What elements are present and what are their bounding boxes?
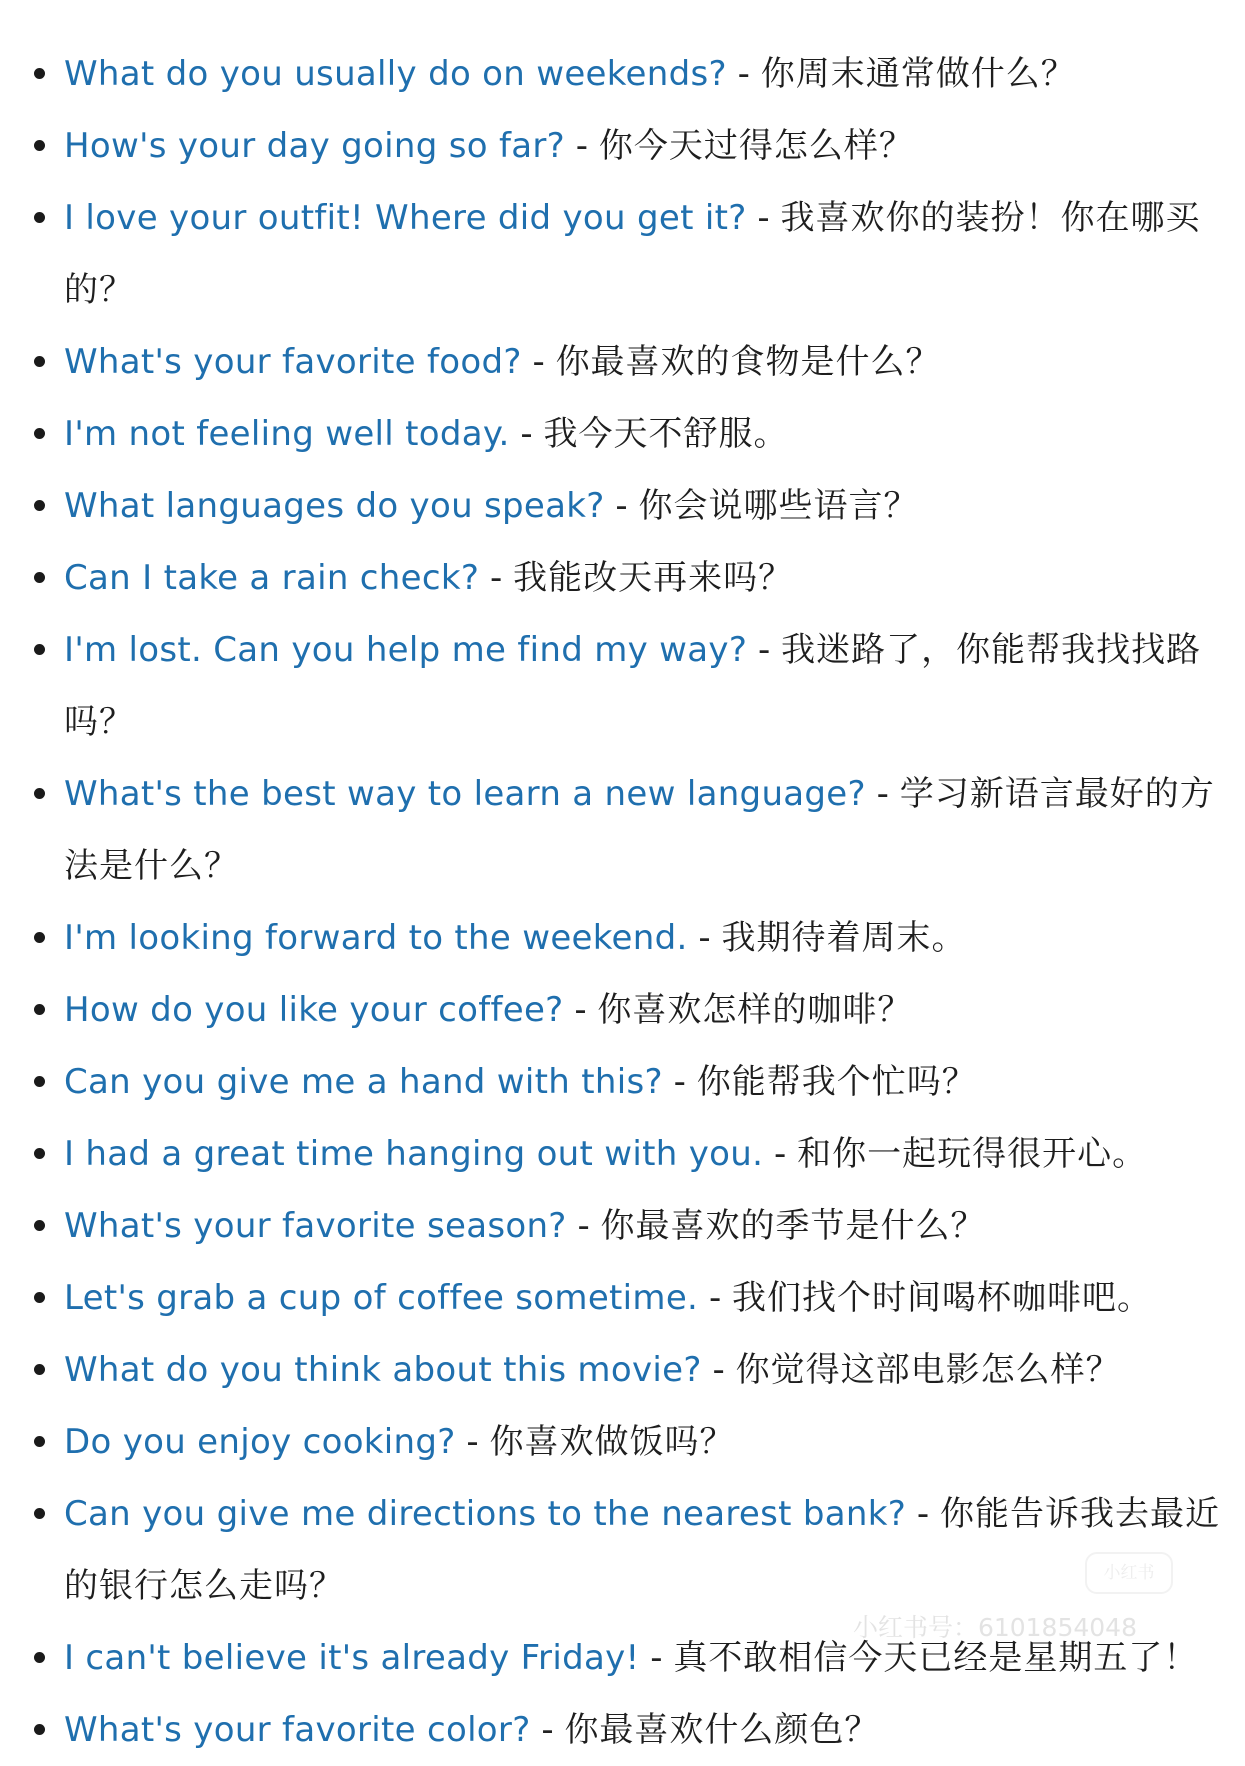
chinese-translation: 我迷路了，你能帮我找找路吗？ bbox=[64, 630, 1202, 742]
english-phrase: What languages do you speak? bbox=[64, 486, 605, 526]
chinese-translation: 你能告诉我去最近的银行怎么走吗？ bbox=[64, 1494, 1220, 1606]
phrase-item bbox=[0, 1334, 1245, 1406]
separator: - bbox=[662, 1062, 697, 1102]
phrase-item bbox=[0, 1046, 1245, 1118]
phrase-item bbox=[0, 542, 1245, 614]
bullet-icon bbox=[34, 1436, 45, 1447]
english-phrase: Can you give me a hand with this? bbox=[64, 1062, 663, 1102]
english-phrase: I'm looking forward to the weekend. bbox=[64, 918, 688, 958]
phrase-item bbox=[0, 398, 1245, 470]
chinese-translation: 你最喜欢的食物是什么？ bbox=[555, 342, 941, 382]
separator: - bbox=[698, 1278, 733, 1318]
separator: - bbox=[701, 1350, 736, 1390]
chinese-translation: 你能帮我个忙吗？ bbox=[696, 1062, 977, 1102]
phrase-item bbox=[0, 326, 1245, 398]
separator: - bbox=[479, 558, 514, 598]
bullet-icon bbox=[34, 140, 45, 151]
watermark-id: 小红书号：6101854048 bbox=[852, 1613, 1137, 1642]
chinese-translation: 我今天不舒服。 bbox=[543, 414, 789, 454]
english-phrase: What do you usually do on weekends? bbox=[64, 54, 727, 94]
bullet-icon bbox=[34, 428, 45, 439]
english-phrase: What's your favorite food? bbox=[64, 342, 522, 382]
separator: - bbox=[530, 1710, 565, 1750]
chinese-translation: 你会说哪些语言？ bbox=[638, 486, 919, 526]
bullet-icon bbox=[34, 68, 45, 79]
separator: - bbox=[747, 630, 782, 670]
phrase-item bbox=[0, 182, 1245, 326]
bullet-icon bbox=[34, 1148, 45, 1159]
english-phrase: I'm lost. Can you help me find my way? bbox=[64, 630, 748, 670]
phrase-item bbox=[0, 902, 1245, 974]
phrase-item bbox=[0, 1478, 1245, 1622]
phrase-item bbox=[0, 470, 1245, 542]
phrase-item bbox=[0, 38, 1245, 110]
bullet-icon bbox=[34, 644, 45, 655]
bullet-icon bbox=[34, 932, 45, 943]
chinese-translation: 我们找个时间喝杯咖啡吧。 bbox=[732, 1278, 1153, 1318]
phrase-item bbox=[0, 1694, 1245, 1766]
english-phrase: I'm not feeling well today. bbox=[64, 414, 510, 454]
chinese-translation: 你喜欢做饭吗？ bbox=[489, 1422, 735, 1462]
english-phrase: How do you like your coffee? bbox=[64, 990, 564, 1030]
english-phrase: Can I take a rain check? bbox=[64, 558, 480, 598]
bullet-icon bbox=[34, 356, 45, 367]
separator: - bbox=[521, 342, 556, 382]
bullet-icon bbox=[34, 572, 45, 583]
chinese-translation: 真不敢相信今天已经是星期五了！ bbox=[673, 1638, 1199, 1678]
phrase-list bbox=[0, 38, 1245, 1766]
separator: - bbox=[906, 1494, 940, 1534]
separator: - bbox=[726, 54, 761, 94]
chinese-translation: 你喜欢怎样的咖啡？ bbox=[597, 990, 913, 1030]
bullet-icon bbox=[34, 1724, 45, 1735]
bullet-icon bbox=[34, 1292, 45, 1303]
separator: - bbox=[509, 414, 544, 454]
phrase-item bbox=[0, 1118, 1245, 1190]
chinese-translation: 你今天过得怎么样？ bbox=[598, 126, 914, 166]
phrase-item bbox=[0, 1406, 1245, 1478]
separator: - bbox=[455, 1422, 490, 1462]
chinese-translation: 学习新语言最好的方法是什么？ bbox=[64, 774, 1215, 886]
separator: - bbox=[865, 774, 900, 814]
bullet-icon bbox=[34, 1076, 45, 1087]
english-phrase: I love your outfit! Where did you get it? bbox=[64, 198, 747, 238]
chinese-translation: 你觉得这部电影怎么样？ bbox=[735, 1350, 1121, 1390]
english-phrase: Do you enjoy cooking? bbox=[64, 1422, 456, 1462]
english-phrase: What's the best way to learn a new language? bbox=[64, 774, 866, 814]
english-phrase: Let's grab a cup of coffee sometime. bbox=[64, 1278, 699, 1318]
separator: - bbox=[604, 486, 639, 526]
english-phrase: What's your favorite color? bbox=[64, 1710, 531, 1750]
separator: - bbox=[687, 918, 722, 958]
bullet-icon bbox=[34, 788, 45, 799]
phrase-item bbox=[0, 1262, 1245, 1334]
bullet-icon bbox=[34, 1508, 45, 1519]
separator: - bbox=[763, 1134, 798, 1174]
phrase-item bbox=[0, 110, 1245, 182]
chinese-translation: 你最喜欢什么颜色？ bbox=[564, 1710, 880, 1750]
english-phrase: What's your favorite season? bbox=[64, 1206, 567, 1246]
english-phrase: Can you give me directions to the nearest bank? bbox=[64, 1494, 907, 1534]
separator: - bbox=[746, 198, 781, 238]
chinese-translation: 和你一起玩得很开心。 bbox=[797, 1134, 1148, 1174]
phrase-item bbox=[0, 974, 1245, 1046]
bullet-icon bbox=[34, 212, 45, 223]
separator: - bbox=[566, 1206, 601, 1246]
bullet-icon bbox=[34, 1364, 45, 1375]
separator: - bbox=[563, 990, 598, 1030]
bullet-icon bbox=[34, 1004, 45, 1015]
english-phrase: I had a great time hanging out with you. bbox=[64, 1134, 764, 1174]
english-phrase: I can't believe it's already Friday! bbox=[64, 1638, 640, 1678]
phrase-item bbox=[0, 1190, 1245, 1262]
bullet-icon bbox=[34, 1220, 45, 1231]
english-phrase: How's your day going so far? bbox=[64, 126, 565, 166]
phrase-item bbox=[0, 758, 1245, 902]
chinese-translation: 你最喜欢的季节是什么？ bbox=[600, 1206, 986, 1246]
chinese-translation: 我喜欢你的装扮！你在哪买的？ bbox=[64, 198, 1201, 310]
separator: - bbox=[564, 126, 599, 166]
chinese-translation: 我能改天再来吗？ bbox=[513, 558, 794, 598]
chinese-translation: 我期待着周末。 bbox=[721, 918, 967, 958]
bullet-icon bbox=[34, 1652, 45, 1663]
watermark-logo: 小红书 bbox=[1085, 1552, 1173, 1594]
phrase-item bbox=[0, 614, 1245, 758]
bullet-icon bbox=[34, 500, 45, 511]
english-phrase: What do you think about this movie? bbox=[64, 1350, 702, 1390]
chinese-translation: 你周末通常做什么？ bbox=[760, 54, 1076, 94]
separator: - bbox=[639, 1638, 674, 1678]
